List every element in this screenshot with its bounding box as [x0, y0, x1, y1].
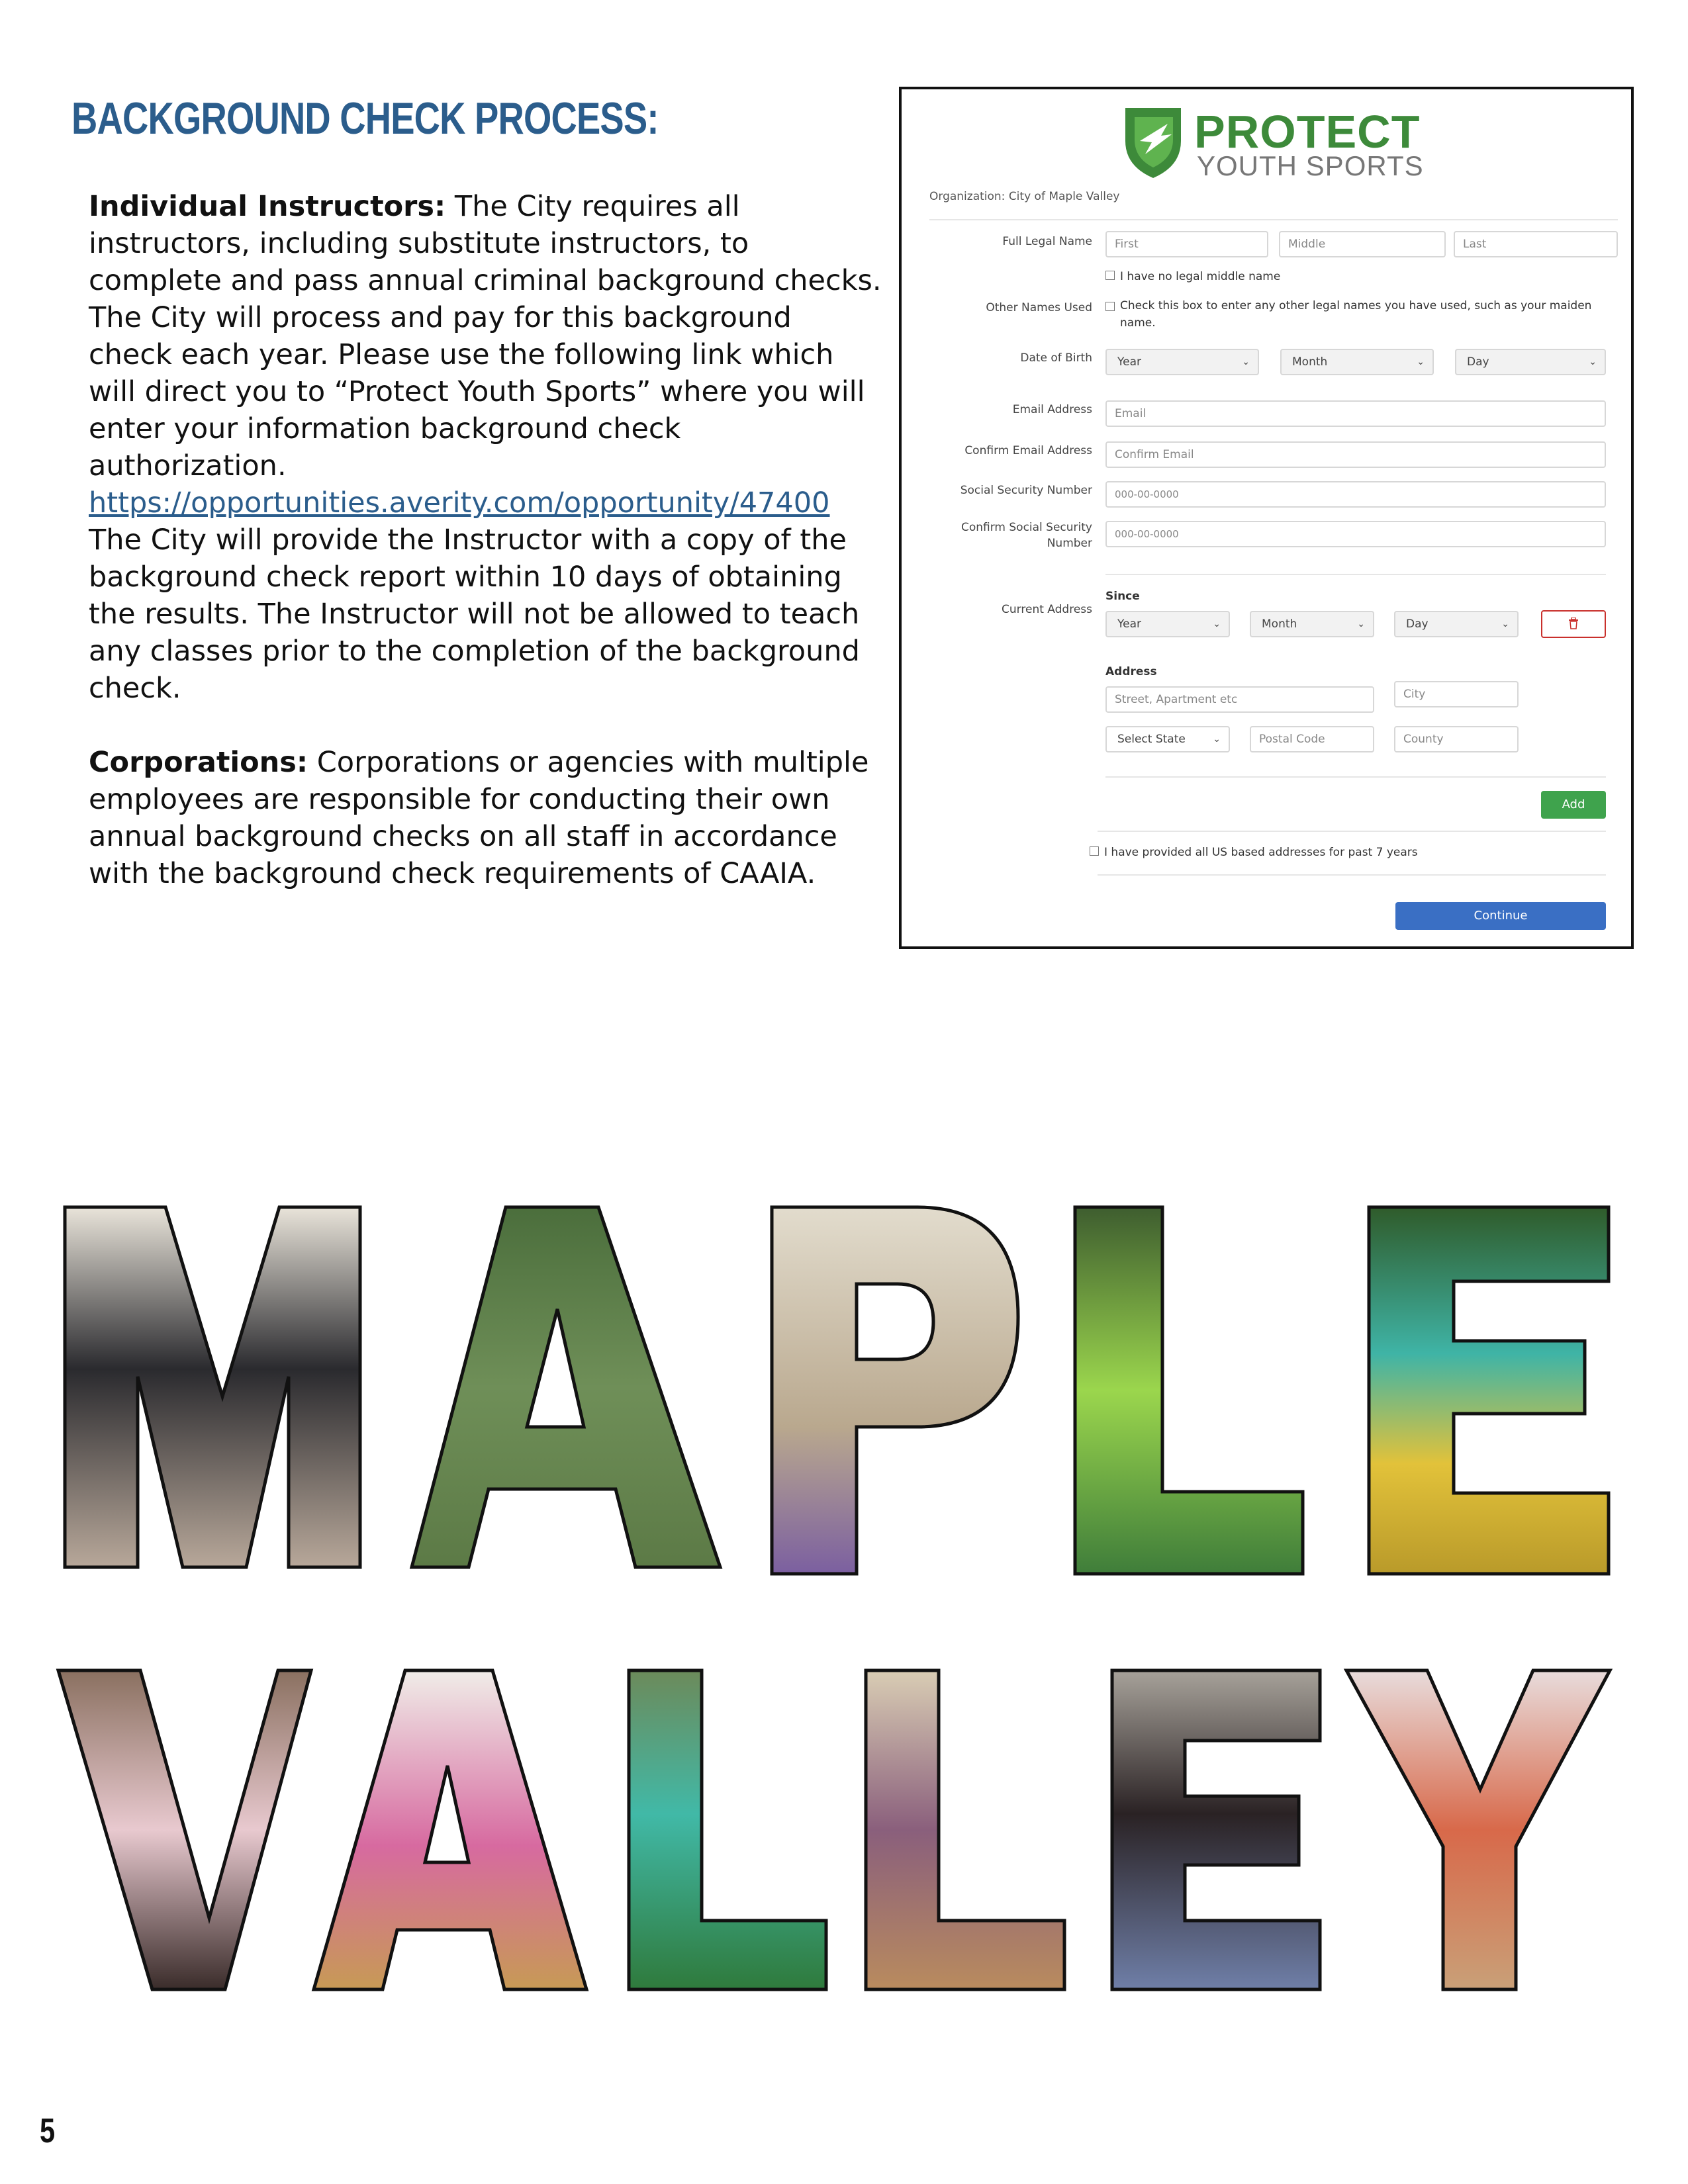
email-label: Email Address: [1012, 403, 1092, 416]
instructors-label: Individual Instructors:: [89, 190, 446, 223]
organization-label: Organization: City of Maple Valley: [929, 190, 1120, 203]
letter-y: [1346, 1670, 1610, 1989]
letter-l-third: [866, 1670, 1064, 1989]
chevron-down-icon: ⌄: [1357, 619, 1365, 629]
chevron-down-icon: ⌄: [1242, 357, 1250, 367]
section-heading: BACKGROUND CHECK PROCESS:: [71, 93, 659, 144]
chevron-down-icon: ⌄: [1589, 357, 1597, 367]
continue-button[interactable]: Continue: [1395, 902, 1606, 930]
confirm-email-label: Confirm Email Address: [964, 444, 1092, 457]
ssn-label: Social Security Number: [960, 484, 1092, 497]
dob-label: Date of Birth: [1020, 351, 1092, 365]
current-address-label: Current Address: [1002, 603, 1092, 616]
letter-a: [412, 1207, 720, 1567]
since-day-value: Day: [1406, 617, 1429, 631]
letter-e: [1369, 1207, 1609, 1574]
county-input[interactable]: County: [1394, 726, 1519, 752]
since-year-value: Year: [1117, 617, 1141, 631]
full-name-label: Full Legal Name: [1002, 235, 1092, 248]
chevron-down-icon: ⌄: [1417, 357, 1425, 367]
confirm-ssn-input[interactable]: 000-00-0000: [1105, 521, 1606, 547]
since-heading: Since: [1105, 590, 1140, 603]
instructors-followup: The City will provide the Instructor with a copy of the background check report within 10 days of obtaining the results. The Instructor will not be allowed to teach any classes prior to the completion of the background check.: [89, 523, 860, 705]
instructors-text: The City requires all instructors, including substitute instructors, to complete and pass annual criminal background checks. The City will process and pay for this background check each year. Please use the following link which will direct you to “Protect Youth Sports” where you will enter your information background check authorization.: [89, 190, 882, 482]
add-address-button[interactable]: Add: [1541, 791, 1606, 819]
other-names-label: Other Names Used: [986, 301, 1092, 314]
address-heading: Address: [1105, 665, 1157, 678]
letter-e-second: [1112, 1670, 1320, 1989]
letter-p: [772, 1207, 1018, 1574]
email-input[interactable]: Email: [1105, 400, 1606, 427]
dob-year-value: Year: [1117, 355, 1141, 369]
letter-m: [65, 1207, 360, 1567]
dob-month-value: Month: [1292, 355, 1328, 369]
middle-name-input[interactable]: Middle: [1279, 231, 1446, 257]
ssn-input[interactable]: 000-00-0000: [1105, 481, 1606, 508]
street-input[interactable]: Street, Apartment etc: [1105, 686, 1374, 713]
last-name-input[interactable]: Last: [1454, 231, 1618, 257]
letter-l-second: [629, 1670, 826, 1989]
chevron-down-icon: ⌄: [1213, 734, 1221, 745]
no-middle-name-text: I have no legal middle name: [1120, 270, 1281, 283]
corporations-label: Corporations:: [89, 746, 308, 779]
logo-wordmark-youth-sports: YOUTH SPORTS: [1197, 150, 1424, 181]
city-input[interactable]: City: [1394, 681, 1519, 707]
state-value: Select State: [1117, 733, 1186, 746]
us-addresses-text: I have provided all US based addresses for past 7 years: [1104, 846, 1418, 859]
other-names-text: Check this box to enter any other legal names you have used, such as your maiden name.: [1120, 299, 1592, 330]
chevron-down-icon: ⌄: [1213, 619, 1221, 629]
confirm-email-input[interactable]: Confirm Email: [1105, 441, 1606, 468]
logo-wordmark-protect: PROTECT: [1194, 106, 1421, 158]
corporations-text: Corporations or agencies with multiple employees are responsible for conducting their own annual background checks on all staff in accordance with the background check requirements of CAAIA.: [89, 746, 869, 890]
page-number: 5: [40, 2112, 56, 2150]
chevron-down-icon: ⌄: [1501, 619, 1509, 629]
first-name-input[interactable]: First: [1105, 231, 1268, 257]
registration-link[interactable]: https://opportunities.averity.com/opportunity/47400: [89, 486, 830, 520]
postal-code-input[interactable]: Postal Code: [1250, 726, 1374, 752]
confirm-ssn-label: Confirm Social Security Number: [961, 521, 1092, 550]
letter-l: [1075, 1207, 1303, 1574]
dob-day-value: Day: [1467, 355, 1489, 369]
letter-a-second: [314, 1670, 586, 1989]
since-month-value: Month: [1262, 617, 1297, 631]
letter-v: [58, 1670, 311, 1989]
